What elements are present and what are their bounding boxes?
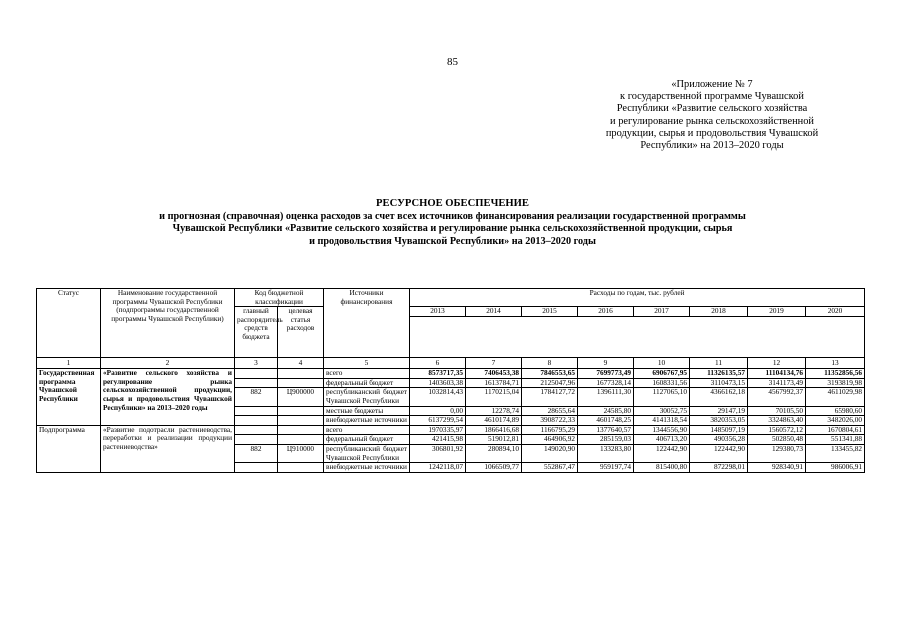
- row-value: 519012,81: [466, 435, 522, 445]
- row-code-target: [278, 435, 324, 445]
- header-years-spacer: [410, 317, 865, 358]
- column-number: 1: [37, 358, 101, 369]
- row-value: 122442,90: [634, 444, 690, 462]
- header-code-target: целевая статья расходов: [278, 307, 324, 358]
- row-value: 552867,47: [522, 463, 578, 473]
- header-status: Статус: [37, 289, 101, 358]
- row-code-target: [278, 369, 324, 379]
- appendix-line: Республики «Развитие сельского хозяйства: [616, 103, 808, 115]
- appendix-line: и регулирование рынка сельскохозяйственной: [610, 115, 814, 127]
- column-number: 9: [578, 358, 634, 369]
- row-value: 4141318,54: [634, 416, 690, 426]
- header-year: 2016: [578, 307, 634, 317]
- column-number: 12: [748, 358, 806, 369]
- title-line: Чувашской Республики «Развитие сельского хозяйства и регулирование рынка сельскохозяйственной продукции, сырья: [172, 223, 733, 235]
- row-source: внебюджетные источники: [324, 463, 410, 473]
- row-value: 1784127,72: [522, 388, 578, 406]
- row-value: 4610174,89: [466, 416, 522, 426]
- row-value: 464906,92: [522, 435, 578, 445]
- row-code-main: 882: [235, 388, 278, 406]
- row-value: 421415,98: [410, 435, 466, 445]
- row-value: 928340,91: [748, 463, 806, 473]
- row-value: 1066509,77: [466, 463, 522, 473]
- title-main: РЕСУРСНОЕ ОБЕСПЕЧЕНИЕ: [376, 198, 529, 209]
- row-code-main: [235, 435, 278, 445]
- row-code-main: 882: [235, 444, 278, 462]
- column-number: 11: [690, 358, 748, 369]
- row-value: 4366162,18: [690, 388, 748, 406]
- row-value: 70105,50: [748, 406, 806, 416]
- appendix-line: продукции, сырья и продовольствия Чувашской: [605, 127, 819, 139]
- column-number: 6: [410, 358, 466, 369]
- row-value: 24585,80: [578, 406, 634, 416]
- row-value: 149020,90: [522, 444, 578, 462]
- header-sources: Источники финансирования: [324, 289, 410, 358]
- row-value: 1396111,30: [578, 388, 634, 406]
- title-line: и прогнозная (справочная) оценка расходов за счет всех источников финансирования реализации государственной программы: [159, 210, 746, 222]
- row-status: Государственная программа Чувашской Республики: [37, 369, 101, 426]
- column-number: 10: [634, 358, 690, 369]
- row-value: 306801,92: [410, 444, 466, 462]
- row-value: 502850,48: [748, 435, 806, 445]
- row-value: 3820353,05: [690, 416, 748, 426]
- row-value: 11104134,76: [748, 369, 806, 379]
- page-number: 85: [447, 56, 458, 68]
- column-number: 13: [806, 358, 865, 369]
- row-code-target: [278, 416, 324, 426]
- row-code-target: [278, 406, 324, 416]
- column-number: 5: [324, 358, 410, 369]
- row-source: федеральный бюджет: [324, 435, 410, 445]
- row-value: 1170215,04: [466, 388, 522, 406]
- row-value: 11326135,57: [690, 369, 748, 379]
- row-value: 1344556,90: [634, 425, 690, 435]
- header-code-group: Код бюджетной классификации: [235, 289, 324, 307]
- row-value: 1560572,12: [748, 425, 806, 435]
- row-value: 490356,28: [690, 435, 748, 445]
- row-value: 1670804,61: [806, 425, 865, 435]
- row-value: 1970335,97: [410, 425, 466, 435]
- row-value: 8573717,35: [410, 369, 466, 379]
- column-number: 3: [235, 358, 278, 369]
- header-year: 2014: [466, 307, 522, 317]
- row-source: республиканский бюджет Чувашской Республики: [324, 388, 410, 406]
- row-value: 1127065,10: [634, 388, 690, 406]
- row-code-main: [235, 463, 278, 473]
- row-value: 7699773,49: [578, 369, 634, 379]
- row-value: 65980,60: [806, 406, 865, 416]
- appendix-line: «Приложение № 7: [671, 79, 753, 90]
- header-expenses: Расходы по годам, тыс. рублей: [410, 289, 865, 307]
- row-value: 7846553,65: [522, 369, 578, 379]
- row-value: 1032814,43: [410, 388, 466, 406]
- row-value: 12278,74: [466, 406, 522, 416]
- header-year: 2019: [748, 307, 806, 317]
- row-value: 4611029,98: [806, 388, 865, 406]
- row-code-target: Ц910000: [278, 444, 324, 462]
- row-value: 122442,90: [690, 444, 748, 462]
- row-value: 7406453,38: [466, 369, 522, 379]
- appendix-line: Республики» на 2013–2020 годы: [640, 140, 784, 152]
- row-code-main: [235, 369, 278, 379]
- row-value: 1608331,56: [634, 378, 690, 388]
- row-value: 1242118,07: [410, 463, 466, 473]
- row-value: 1613784,71: [466, 378, 522, 388]
- row-value: 30052,75: [634, 406, 690, 416]
- row-value: 4601748,25: [578, 416, 634, 426]
- row-program-name: «Развитие подотрасли растениеводства, переработки и реализации продукции растениеводства»: [101, 425, 235, 472]
- header-year: 2015: [522, 307, 578, 317]
- row-value: 0,00: [410, 406, 466, 416]
- row-value: 133455,82: [806, 444, 865, 462]
- row-value: 3324863,40: [748, 416, 806, 426]
- row-source: федеральный бюджет: [324, 378, 410, 388]
- row-value: 280894,10: [466, 444, 522, 462]
- header-year: 2018: [690, 307, 748, 317]
- row-code-main: [235, 425, 278, 435]
- row-value: 3193819,98: [806, 378, 865, 388]
- row-value: 1866416,68: [466, 425, 522, 435]
- row-value: 1377640,57: [578, 425, 634, 435]
- row-value: 3908722,33: [522, 416, 578, 426]
- row-value: 133283,80: [578, 444, 634, 462]
- row-value: 4567992,37: [748, 388, 806, 406]
- row-value: 3141173,49: [748, 378, 806, 388]
- row-code-main: [235, 416, 278, 426]
- appendix-header: [552, 79, 872, 152]
- column-number: 4: [278, 358, 324, 369]
- row-source: всего: [324, 369, 410, 379]
- row-status: Подпрограмма: [37, 425, 101, 472]
- row-program-name: «Развитие сельского хозяйства и регулирование рынка сельскохозяйственной продукции, сырья и продовольствия Чувашской Республики» на 2013–2020 годы: [101, 369, 235, 426]
- column-number: 7: [466, 358, 522, 369]
- header-year: 2017: [634, 307, 690, 317]
- row-value: 2125047,96: [522, 378, 578, 388]
- row-value: 28655,64: [522, 406, 578, 416]
- row-value: 1166795,29: [522, 425, 578, 435]
- column-number: 8: [522, 358, 578, 369]
- row-code-main: [235, 406, 278, 416]
- header-year: 2013: [410, 307, 466, 317]
- appendix-line: к государственной программе Чувашской: [620, 91, 804, 103]
- row-source: местные бюджеты: [324, 406, 410, 416]
- row-value: 6137299,54: [410, 416, 466, 426]
- row-value: 3110473,15: [690, 378, 748, 388]
- row-value: 1485097,19: [690, 425, 748, 435]
- header-year: 2020: [806, 307, 865, 317]
- table-row: [37, 369, 865, 379]
- header-code-main: главный распорядитель средств бюджета: [235, 307, 278, 358]
- resource-table: [36, 288, 865, 473]
- row-source: республиканский бюджет Чувашской Республики: [324, 444, 410, 462]
- row-value: 285159,03: [578, 435, 634, 445]
- row-value: 406713,20: [634, 435, 690, 445]
- row-value: 959197,74: [578, 463, 634, 473]
- row-value: 1403603,38: [410, 378, 466, 388]
- title-line: и продовольствия Чувашской Республики» на 2013–2020 годы: [309, 235, 596, 247]
- row-value: 129380,73: [748, 444, 806, 462]
- row-value: 1677328,14: [578, 378, 634, 388]
- row-value: 815400,80: [634, 463, 690, 473]
- row-value: 872298,01: [690, 463, 748, 473]
- row-value: 3482026,00: [806, 416, 865, 426]
- header-name: Наименование государственной программы Чувашской Республики (подпрограммы государственной программы Чувашской Республики): [101, 289, 235, 358]
- row-code-target: [278, 463, 324, 473]
- row-value: 986006,91: [806, 463, 865, 473]
- row-source: всего: [324, 425, 410, 435]
- row-code-target: Ц900000: [278, 388, 324, 406]
- document-title: [40, 198, 865, 248]
- row-code-target: [278, 425, 324, 435]
- row-value: 29147,19: [690, 406, 748, 416]
- row-source: внебюджетные источники: [324, 416, 410, 426]
- row-value: 6906767,95: [634, 369, 690, 379]
- column-number: 2: [101, 358, 235, 369]
- row-value: 551341,88: [806, 435, 865, 445]
- row-value: 11352856,56: [806, 369, 865, 379]
